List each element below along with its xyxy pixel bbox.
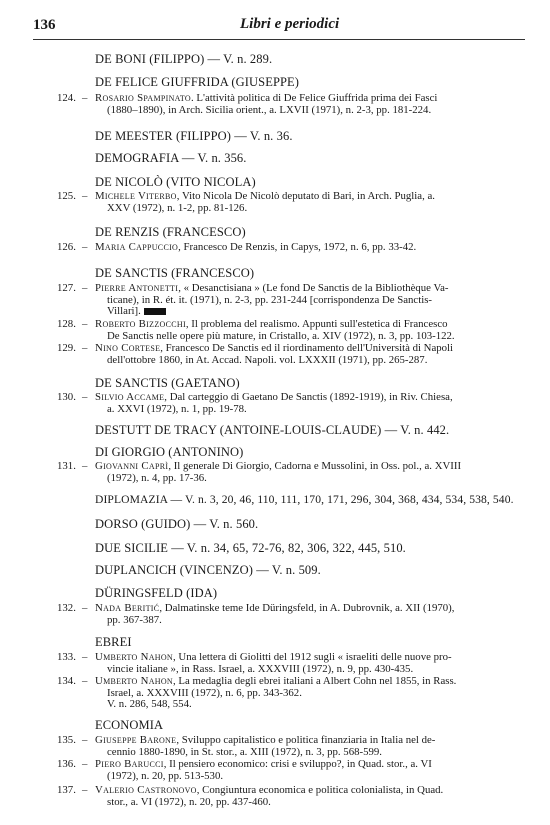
page-number: 136 (33, 17, 56, 33)
entry-dash: – (82, 92, 88, 104)
entry-line: V. n. 286, 548, 554. (107, 698, 192, 710)
entry-text (95, 735, 525, 758)
entry-dash: – (82, 282, 88, 294)
subject-heading: DE SANCTIS (FRANCESCO) (95, 266, 255, 280)
subject-heading: DI GIORGIO (ANTONINO) (95, 445, 244, 459)
entry-line: (1972), n. 20, pp. 513-530. (107, 769, 224, 782)
subject-heading: ECONOMIA (95, 718, 164, 732)
subject-heading: DIPLOMAZIA — V. n. 3, 20, 46, 110, 111, 170, 171, 296, 304, 368, 434, 534, 538, 540. (95, 493, 514, 506)
entry-number: 136. (57, 758, 76, 770)
subject-heading: EBREI (95, 635, 132, 649)
subject-heading: DESTUTT DE TRACY (ANTOINE-LOUIS-CLAUDE) — V. n. 442. (95, 423, 450, 437)
entry-line: , Il pensiero economico: crisi e sviluppo?, in Quad. stor., a. VI (163, 758, 432, 770)
entry-number: 137. (57, 784, 76, 796)
entry-line: , Il problema del realismo. Appunti sull'estetica di Francesco (185, 318, 448, 330)
entry-text (95, 392, 525, 415)
entry-dash: – (82, 190, 88, 202)
entry-line: stor., a. VI (1972), n. 20, pp. 437-460. (107, 795, 271, 808)
entry-dash: – (82, 460, 88, 472)
entry-text (95, 191, 525, 214)
entry-author: Maria Cappuccio (95, 241, 179, 253)
entry-number: 124. (57, 92, 76, 104)
entry-line: , Congiuntura economica e politica colonialista, in Quad. (196, 784, 444, 796)
entry-dash: – (82, 734, 88, 746)
entry-number: 126. (57, 241, 76, 253)
subject-heading: DE FELICE GIUFFRIDA (GIUSEPPE) (95, 75, 300, 89)
entry-text (95, 283, 525, 318)
entry-number: 128. (57, 318, 76, 330)
subject-heading: DORSO (GUIDO) — V. n. 560. (95, 517, 259, 531)
entry-line: . L'attività politica di De Felice Giuffrida prima dei Fasci (191, 92, 438, 104)
entry-dash: – (82, 784, 88, 796)
entry-line: Israel, a. XXXVIII (1972), n. 6, pp. 343-362. (107, 686, 302, 699)
entry-line: , Sviluppo capitalistico e politica finanziaria in Italia nel de- (176, 734, 436, 746)
entry-line-text: Villari]. (107, 305, 141, 317)
entry-number: 132. (57, 602, 76, 614)
entry-text (95, 93, 525, 116)
subject-heading: DE BONI (FILIPPO) — V. n. 289. (95, 52, 273, 66)
entry-number: 130. (57, 391, 76, 403)
entry-text (95, 319, 525, 342)
entry-line: vincie italiane », in Rass. Israel, a. XXXVIII (1972), n. 9, pp. 430-435. (107, 662, 414, 675)
entry-dash: – (82, 342, 88, 354)
entry-line (95, 306, 525, 318)
entry-line: (1972), n. 4, pp. 17-36. (107, 471, 207, 484)
entry-text (95, 759, 525, 782)
entry-author: Roberto Bizzocchi (95, 318, 186, 330)
entry-number: 131. (57, 460, 76, 472)
subject-heading: DE NICOLÒ (VITO NICOLA) (95, 175, 256, 189)
entry-dash: – (82, 675, 88, 687)
entry-text (95, 242, 525, 254)
entry-line: , Dalmatinske teme Ide Düringsfeld, in A. Dubrovnik, a. XII (1970), (159, 602, 455, 614)
entry-text (95, 461, 525, 484)
entry-author: Rosario Spampinato (95, 92, 191, 104)
entry-text (95, 652, 525, 675)
entry-number: 135. (57, 734, 76, 746)
subject-heading: DE SANCTIS (GAETANO) (95, 376, 240, 390)
entry-line: , Una lettera di Giolitti del 1912 sugli « israeliti delle nuove pro- (173, 651, 452, 663)
entry-number: 134. (57, 675, 76, 687)
subject-heading: DUE SICILIE — V. n. 34, 65, 72-76, 82, 306, 322, 445, 510. (95, 541, 406, 555)
entry-author: Umberto Nahon (95, 675, 174, 687)
subject-heading: DEMOGRAFIA — V. n. 356. (95, 151, 247, 165)
entry-line: XXV (1972), n. 1-2, pp. 81-126. (107, 201, 248, 214)
entry-dash: – (82, 602, 88, 614)
subject-heading: DE MEESTER (FILIPPO) — V. n. 36. (95, 129, 293, 143)
entry-text (95, 343, 525, 366)
entry-line: , Dal carteggio di Gaetano De Sanctis (1892-1919), in Riv. Chiesa, (164, 391, 453, 403)
entry-line: pp. 367-387. (107, 613, 162, 626)
entry-text (95, 676, 525, 711)
redaction-mark (144, 308, 166, 315)
subject-heading: DUPLANCICH (VINCENZO) — V. n. 509. (95, 563, 321, 577)
entry-author: Nino Cortese (95, 342, 161, 354)
entry-dash: – (82, 758, 88, 770)
header-rule (33, 39, 525, 40)
entry-line: , Francesco De Renzis, in Capys, 1972, n. 6, pp. 33-42. (178, 241, 417, 253)
entry-line: ticane), in R. ét. it. (1971), n. 2-3, pp. 231-244 [corrispondenza De Sanctis- (107, 293, 433, 306)
entry-line: , Il generale Di Giorgio, Cadorna e Mussolini, in Oss. pol., a. XVIII (168, 460, 462, 472)
entry-author: Michele Viterbo (95, 190, 177, 202)
entry-author: Pierre Antonetti (95, 282, 179, 294)
entry-number: 129. (57, 342, 76, 354)
entry-dash: – (82, 651, 88, 663)
entry-dash: – (82, 391, 88, 403)
entry-line: , « Desanctisiana » (Le fond De Sanctis de la Bibliothèque Va- (178, 282, 449, 294)
entry-author: Giovanni Caprì (95, 460, 169, 472)
entry-author: Nada Beritić (95, 602, 160, 614)
running-header (0, 14, 550, 38)
entry-author: Piero Barucci (95, 758, 164, 770)
entry-line: , Francesco De Sanctis ed il riordinamento dell'Università di Napoli (160, 342, 454, 354)
subject-heading: DE RENZIS (FRANCESCO) (95, 225, 246, 239)
entry-number: 125. (57, 190, 76, 202)
entry-line: dell'ottobre 1860, in At. Accad. Napoli. vol. LXXXII (1971), pp. 265-287. (107, 353, 428, 366)
entry-line: a. XXVI (1972), n. 1, pp. 19-78. (107, 402, 247, 415)
subject-heading: DÜRINGSFELD (IDA) (95, 586, 218, 600)
entry-line: cennio 1880-1890, in St. stor., a. XIII (1972), n. 3, pp. 568-599. (107, 745, 382, 758)
entry-number: 133. (57, 651, 76, 663)
entry-text (95, 785, 525, 808)
entry-line: De Sanctis nelle opere più mature, in Cristallo, a. XIV (1972), n. 3, pp. 103-122. (107, 329, 455, 342)
entry-author: Giuseppe Barone (95, 734, 177, 746)
entry-line: , La medaglia degli ebrei italiani a Albert Cohn nel 1855, in Rass. (173, 675, 457, 687)
entry-text (95, 603, 525, 626)
entry-line: (1880–1890), in Arch. Sicilia orient., a. LXVII (1971), n. 2-3, pp. 181-224. (107, 103, 432, 116)
entry-dash: – (82, 318, 88, 330)
entry-author: Silvio Accame (95, 391, 165, 403)
entry-author: Valerio Castronovo (95, 784, 197, 796)
running-title: Libri e periodici (240, 16, 340, 32)
entry-number: 127. (57, 282, 76, 294)
entry-line: , Vito Nicola De Nicolò deputato di Bari, in Arch. Puglia, a. (176, 190, 435, 202)
entry-dash: – (82, 241, 88, 253)
entry-author: Umberto Nahon (95, 651, 174, 663)
